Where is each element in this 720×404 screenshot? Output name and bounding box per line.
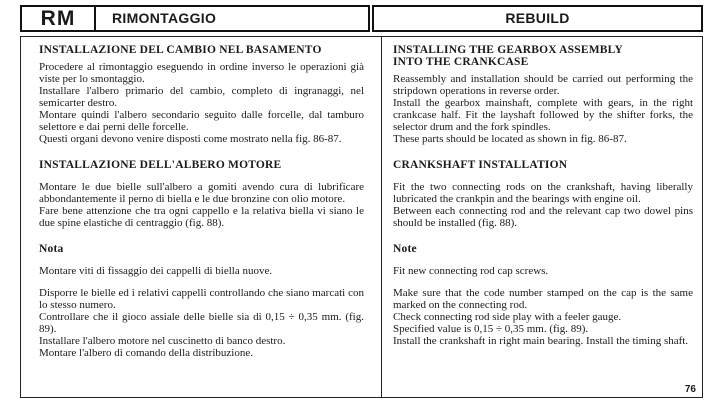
english-column: [393, 44, 693, 347]
paragraph: Montare le due bielle sull'albero a gomiti avendo cura di lubrificare abbondantemente il perno di biella e le due bronzine con olio motore.: [39, 181, 364, 205]
paragraph: Make sure that the code number stamped on the cap is the same marked on the connecting rod.: [393, 287, 693, 311]
paragraph: Installare l'albero primario del cambio, completo di ingranaggi, nel semicarter destro.: [39, 85, 364, 109]
paragraph: Montare viti di fissaggio dei cappelli di biella nuove.: [39, 265, 273, 277]
paragraph: Check connecting rod side play with a feeler gauge.: [393, 311, 622, 323]
paragraph: Specified value is 0,15 ÷ 0,35 mm. (fig. 89).: [393, 323, 589, 335]
column-divider: [381, 36, 382, 398]
paragraph: Montare quindi l'albero secondario seguito dalle forcelle, dal tamburo selettore e dai perni delle forcelle.: [39, 109, 364, 133]
section-code: RM: [40, 7, 76, 30]
section-title-english: REBUILD: [372, 5, 703, 32]
paragraph: Reassembly and installation should be carried out performing the stripdown operations in reverse order.: [393, 73, 693, 97]
heading-gearbox-it: INSTALLAZIONE DEL CAMBIO NEL BASAMENTO: [39, 44, 322, 56]
paragraph: Installare l'albero motore nel cuscinetto di banco destro.: [39, 335, 286, 347]
heading-note-en: Note: [393, 243, 417, 255]
paragraph: Between each connecting rod and the relevant cap two dowel pins should be installed (fig. 88).: [393, 205, 693, 229]
paragraph: Fit the two connecting rods on the crankshaft, having liberally lubricated the crankpin and the bearings with engine oil.: [393, 181, 693, 205]
section-title-italian: RIMONTAGGIO: [96, 5, 370, 32]
paragraph: Procedere al rimontaggio eseguendo in ordine inverso le operazioni già viste per lo smontaggio.: [39, 61, 364, 85]
page-number: 76: [684, 384, 696, 395]
section-code-box: [20, 5, 96, 32]
paragraph: Fare bene attenzione che tra ogni cappello e la relativa biella vi siano le due spine elastiche di centraggio (fig. 88).: [39, 205, 364, 229]
heading-crankshaft-it: INSTALLAZIONE DELL'ALBERO MOTORE: [39, 159, 282, 171]
heading-gearbox-en-line1: INSTALLING THE GEARBOX ASSEMBLY: [393, 44, 623, 56]
paragraph: Install the gearbox mainshaft, complete with gears, in the right crankcase half. Fit the layshaft followed by the shifter forks, the selector drum and the fork spindles.: [393, 97, 693, 133]
paragraph: These parts should be located as shown in fig. 86-87.: [393, 133, 627, 145]
paragraph: Montare l'albero di comando della distribuzione.: [39, 347, 253, 359]
paragraph: Disporre le bielle ed i relativi cappelli controllando che siano marcati con lo stesso numero.: [39, 287, 364, 311]
paragraph: Fit new connecting rod cap screws.: [393, 265, 549, 277]
italian-column: [39, 44, 364, 359]
heading-gearbox-en-line2: INTO THE CRANKCASE: [393, 56, 529, 68]
paragraph: Controllare che il gioco assiale delle bielle sia di 0,15 ÷ 0,35 mm. (fig. 89).: [39, 311, 364, 335]
heading-crankshaft-en: CRANKSHAFT INSTALLATION: [393, 159, 568, 171]
paragraph: Install the crankshaft in right main bearing. Install the timing shaft.: [393, 335, 689, 347]
heading-note-it: Nota: [39, 243, 64, 255]
paragraph: Questi organi devono venire disposti come mostrato nella fig. 86-87.: [39, 133, 342, 145]
